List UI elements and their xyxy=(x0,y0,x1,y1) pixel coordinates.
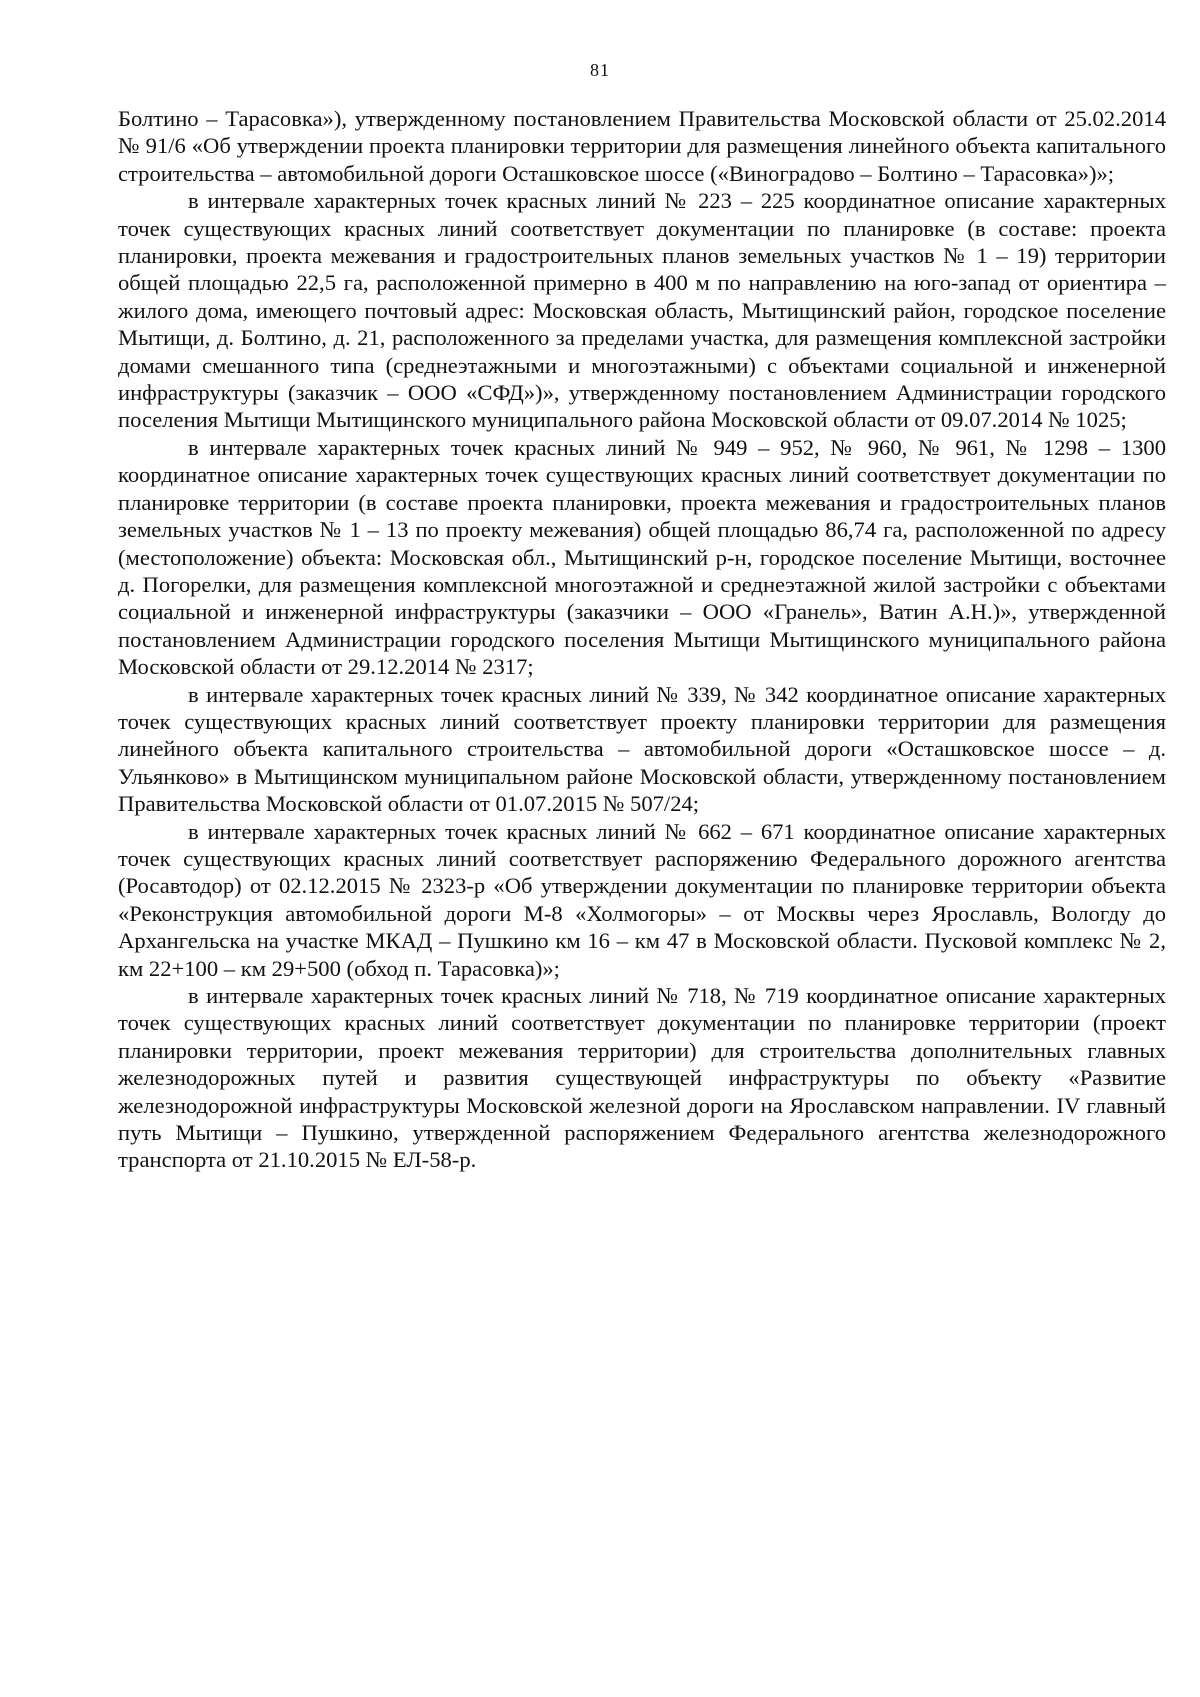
text-line: линейного объекта капитального строительства – автомобильной дороги Осташковское шоссе xyxy=(118,133,1166,186)
paragraph xyxy=(118,982,1166,1174)
text-line: дорожного агентства (Росавтодор) от 02.12.2015 № 2323-р «Об утверждении документации xyxy=(118,845,1166,899)
text-line: в интервале характерных точек красных линий № 949 – 952, № 960, № 961, № 1298 – 1300 xyxy=(188,434,1166,460)
text-line: от 09.07.2014 № 1025; xyxy=(914,407,1127,433)
paragraph xyxy=(118,434,1166,681)
text-line: и градостроительных планов земельных участков № 1 – 13 по проекту межевания) общей xyxy=(118,489,1166,543)
text-line: городского поселения Мытищи Мытищинского муниципального района Московской области xyxy=(118,380,1166,433)
text-line: характерных точек существующих красных линий соответствует проекту планировки территории xyxy=(118,681,1166,734)
text-line: инфраструктуры (заказчик – ООО «СФД»)», утвержденному постановлением Администрации xyxy=(118,380,1053,406)
text-line: характерных точек существующих красных линий соответствует документации по планировке xyxy=(118,983,1166,1036)
text-line: области, утвержденному постановлением Правительства Московской области от 01.07.2015 xyxy=(118,763,1166,817)
text-line: (в составе: проекта планировки, проекта межевания и градостроительных планов земельных xyxy=(118,215,1166,269)
text-line: от Москвы через Ярославль, Вологду до Архангельска на участке МКАД – Пушкино км 16 – км 47 xyxy=(118,900,1167,954)
text-line: по планировке территории объекта «Реконструкция автомобильной дороги М-8 «Холмогоры» – xyxy=(118,873,1166,926)
text-line: характерных точек существующих красных линий соответствует распоряжению Федерального xyxy=(118,818,1166,871)
text-line: «Осташковское шоссе – д. Ульянково» в Мытищинском муниципальном районе Московской xyxy=(118,736,1167,789)
text-line: для размещения линейного объекта капитального строительства – автомобильной дороги xyxy=(118,708,1166,762)
text-line: распоряжением Федерального агентства железнодорожного транспорта от 21.10.2015 № ЕЛ-58-р. xyxy=(118,1120,1166,1173)
text-line: («Виноградово – Болтино – Тарасовка»)»; xyxy=(710,160,1115,186)
paragraph xyxy=(118,818,1166,982)
text-line: постановлением Администрации городского поселения Мытищи Мытищинского муниципального xyxy=(118,626,1090,652)
text-line: документации по планировке территории (в составе проекта планировки, проекта межевания xyxy=(118,462,1167,515)
text-line: территории (проект планировки территории, проект межевания территории) для строительства xyxy=(118,1010,1166,1063)
text-line: в интервале характерных точек красных линий № 718, № 719 координатное описание xyxy=(188,983,1036,1008)
text-line: участков № 1 – 19) территории общей площадью 22,5 га, расположенной примерно xyxy=(118,243,1166,296)
text-line: координатное описание характерных точек существующих красных линий соответствует xyxy=(118,462,991,488)
text-line: смешанного типа (среднеэтажными и многоэтажными) с объектами социальной и инженерной xyxy=(202,352,1166,378)
text-line: в 400 м по направлению на юго-запад от ориентира –жилого дома, имеющего почтовый адрес: xyxy=(118,270,1166,323)
page-number: 81 xyxy=(590,60,610,80)
text-line: характерных точек существующих красных линий соответствует документации по планировке xyxy=(118,188,1166,241)
text-line: района Московской области от 29.12.2014 № 2317; xyxy=(118,626,1166,680)
document-body xyxy=(118,105,1166,1174)
text-line: на Ярославском направлении. IV главный путь Мытищи – Пушкино, утвержденной xyxy=(118,1092,1167,1146)
text-line: Мытищинский р-н, городское поселение Мытищи, восточнее д. Погорелки, для размещения xyxy=(118,544,1167,597)
text-line: в интервале характерных точек красных линий № 223 – 225 координатное описание xyxy=(188,188,1035,214)
text-line: № 507/24; xyxy=(602,791,700,817)
paragraph xyxy=(118,187,1166,434)
text-line: площадью 86,74 га, расположенной по адресу (местоположение) объекта: Московская обл., xyxy=(118,517,1166,570)
text-line: и инженерной инфраструктуры (заказчики – ООО «Гранель», Ватин А.Н.)», утвержденной xyxy=(242,599,1167,625)
text-line: Болтино – Тарасовка»), утвержденному постановлением Правительства Московской области xyxy=(118,106,1029,131)
text-line: в интервале характерных точек красных линий № 339, № 342 координатное описание xyxy=(188,681,1036,707)
paragraph xyxy=(118,105,1166,187)
text-line: по объекту «Развитие железнодорожной инфраструктуры Московской железной дороги xyxy=(118,1065,1166,1118)
text-line: в Московской области. Пусковой комплекс № 2, км 22+100 – км 29+500 (обход п. Тарасовка)»; xyxy=(118,928,1166,981)
text-line: Московская область, Мытищинский район, городское поселение Мытищи, д. Болтино, д. 21, xyxy=(118,297,1166,351)
paragraph xyxy=(118,681,1166,818)
text-line: расположенного за пределами участка, для размещения комплексной застройки домами xyxy=(118,325,1166,378)
text-line: комплексной многоэтажной и среднеэтажной жилой застройки с объектами социальной xyxy=(118,571,1166,625)
text-line: в интервале характерных точек красных линий № 662 – 671 координатное описание xyxy=(188,818,1035,844)
text-line: дополнительных главных железнодорожных путей и развития существующей инфраструктуры xyxy=(118,1037,1166,1091)
text-line: от 25.02.2014 № 91/6 «Об утверждении проекта планировки территории для размещения xyxy=(118,106,1166,159)
